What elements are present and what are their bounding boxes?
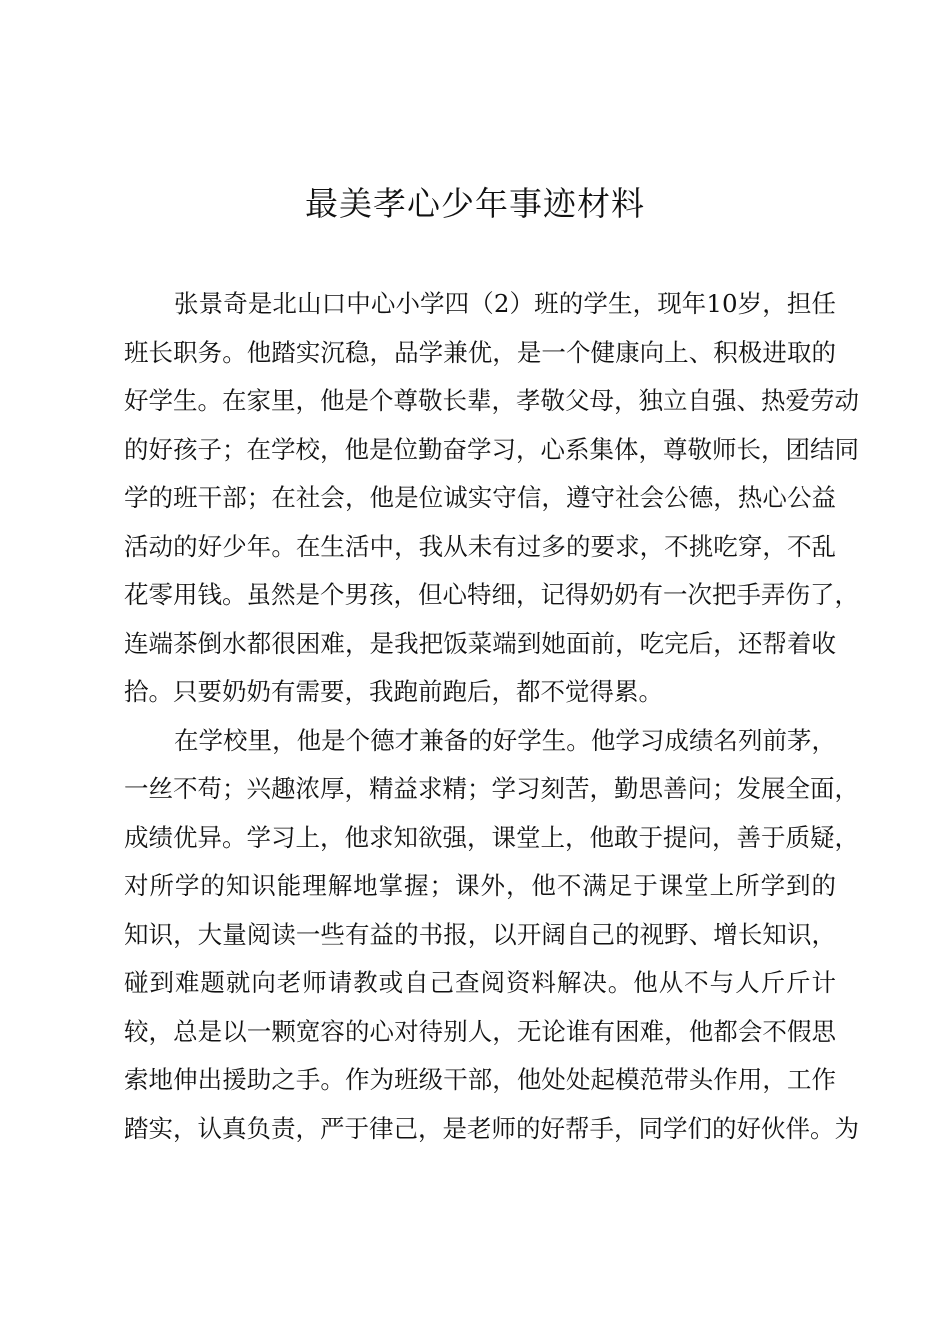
text-line: 在学校里，他是个德才兼备的好学生。他学习成绩名列前茅， [174, 725, 836, 755]
paragraph [124, 280, 859, 717]
text-line: 踏实，认真负责，严于律己，是老师的好帮手，同学们的好伙伴。为 [124, 1113, 859, 1143]
text-line: 好学生。在家里，他是个尊敬长辈，孝敬父母，独立自强、热爱劳动 [124, 386, 859, 415]
text-line: 学的班干部；在社会，他是位诚实守信，遵守社会公德，热心公益 [124, 483, 836, 512]
text-line: 一丝不苟；兴趣浓厚，精益求精；学习刻苦，勤思善问；发展全面， [124, 774, 859, 803]
text-line: 花零用钱。虽然是个男孩，但心特细，记得奶奶有一次把手弄伤了， [124, 580, 859, 609]
text-line: 对所学的知识能理解地掌握；课外，他不满足于课堂上所学到的 [124, 871, 836, 900]
text-line: 的好孩子；在学校，他是位勤奋学习，心系集体，尊敬师长，团结同 [124, 434, 859, 464]
text-line: 连端茶倒水都很困难，是我把饭菜端到她面前，吃完后，还帮着收 [124, 628, 836, 658]
text-line: 较，总是以一颗宽容的心对待别人，无论谁有困难，他都会不假思 [124, 1016, 836, 1046]
text-line: 拾。只要奶奶有需要，我跑前跑后，都不觉得累。 [124, 677, 663, 706]
text-line: 张景奇是北山口中心小学四（2）班的学生，现年10岁，担任 [174, 289, 836, 318]
text-line: 班长职务。他踏实沉稳，品学兼优，是一个健康向上、积极进取的 [124, 337, 836, 367]
document-body [124, 280, 859, 1153]
text-line: 知识，大量阅读一些有益的书报，以开阔自己的视野、增长知识， [124, 919, 836, 949]
text-line: 成绩优异。学习上，他求知欲强，课堂上，他敢于提问，善于质疑， [124, 822, 859, 852]
paragraph [124, 717, 859, 1154]
document-title: 最美孝心少年事迹材料 [305, 184, 645, 223]
text-line: 活动的好少年。在生活中，我从未有过多的要求，不挑吃穿，不乱 [124, 531, 836, 561]
text-line: 索地伸出援助之手。作为班级干部，他处处起模范带头作用，工作 [124, 1065, 836, 1094]
text-line: 碰到难题就向老师请教或自己查阅资料解决。他从不与人斤斤计 [124, 968, 836, 997]
